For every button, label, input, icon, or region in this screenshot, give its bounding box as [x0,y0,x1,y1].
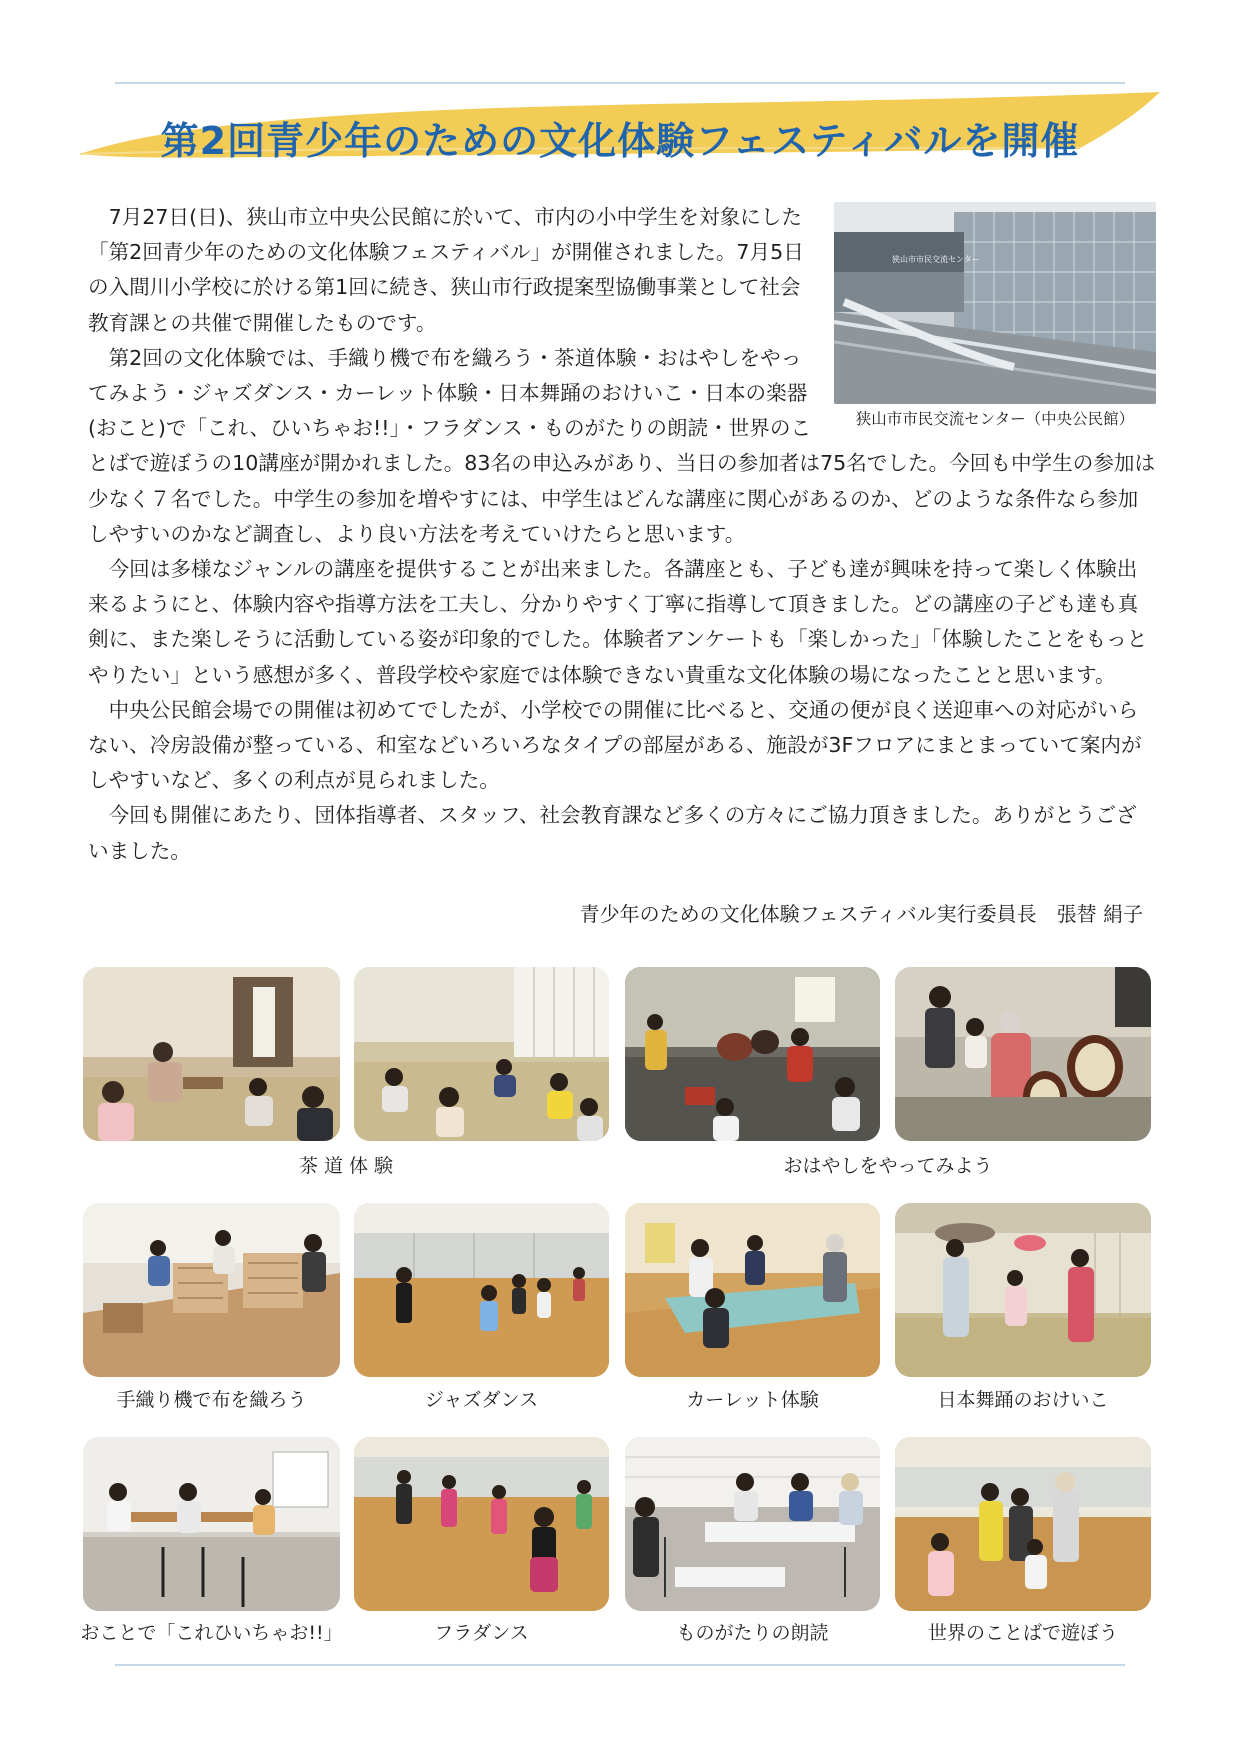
photo-japanese-dance [895,1203,1151,1377]
photo-world-languages [895,1437,1151,1611]
photo-koto [83,1437,340,1611]
caption-hula-dance: フラダンス [434,1622,529,1644]
photo-weaving [83,1203,340,1377]
caption-world-languages: 世界のことばで遊ぼう [927,1622,1118,1644]
building-photo-caption: 狭山市市民交流センター（中央公民館） [855,410,1135,428]
photo-jazz-dance [354,1203,609,1377]
caption-tea-ceremony: 茶 道 体 験 [298,1155,394,1177]
top-divider [115,82,1125,84]
photo-tea-ceremony-2 [354,967,609,1141]
article-body [88,200,1156,869]
caption-jazz-dance: ジャズダンス [424,1389,539,1411]
title-banner [80,92,1160,178]
photo-ohayashi-2 [895,967,1151,1141]
photo-story-reading [625,1437,880,1611]
photo-curling [625,1203,880,1377]
photo-tea-ceremony-1 [83,967,340,1141]
building-photo-block [834,202,1156,432]
article-paragraph-1: 7月27日(日)、狭山市立中央公民館に於いて、市内の小中学生を対象にした「第2回青少年のための文化体験フェスティバル」が開催されました。7月5日の入間川小学校に於ける第1回に続き、狭山市行政提案型協働事業として社会教育課との共催で開催したものです。 [88,205,804,335]
caption-weaving: 手織り機で布を織ろう [116,1389,307,1411]
bottom-divider [115,1664,1125,1666]
article-paragraph-4: 中央公民館会場での開催は初めてでしたが、小学校での開催に比べると、交通の便が良く送迎車への対応がいらない、冷房設備が整っている、和室などいろいろなタイプの部屋がある、施設が3Fフロアにまとまっていて案内がしやすいなど、多くの利点が見られました。 [88,697,1142,793]
page-title: 第2回青少年のための文化体験フェスティバルを開催 [160,119,1080,163]
signature: 青少年のための文化体験フェスティバル実行委員長 張替 絹子 [579,902,1143,926]
caption-story-reading: ものがたりの朗読 [676,1622,829,1644]
caption-japanese-dance: 日本舞踊のおけいこ [937,1389,1109,1411]
building-sign: 狭山市市民交流センター [892,255,980,264]
photo-ohayashi-1 [625,967,880,1141]
caption-curling: カーレット体験 [686,1389,819,1411]
article-paragraph-5: 今回も開催にあたり、団体指導者、スタッフ、社会教育課など多くの方々にご協力頂きました。ありがとうございました。 [88,803,1137,863]
article-paragraph-2: 第2回の文化体験では、手織り機で布を織ろう・茶道体験・おはやしをやってみよう・ジャズダンス・カーレット体験・日本舞踊のおけいこ・日本の楽器(おこと)で「これ、ひいちゃお!!」・フラダンス・ものがたりの朗読・世界のことばで遊ぼうの10講座が開かれました。83名の申込みがあり、当日の参加者は75名でした。今回も中学生の参加は少なく７名でした。中学生の参加を増やすには、中学生はどんな講座に関心があるのか、どのような条件なら参加しやすいのかなど調査し、より良い方法を考えていけたらと思います。 [88,345,1156,546]
photo-hula-dance [354,1437,609,1611]
caption-ohayashi: おはやしをやってみよう [783,1155,993,1177]
caption-koto: おことで「これひいちゃお!!」 [80,1622,343,1644]
building-photo [834,202,1156,404]
article-paragraph-3: 今回は多様なジャンルの講座を提供することが出来ました。各講座とも、子ども達が興味を持って楽しく体験出来るようにと、体験内容や指導方法を工夫し、分かりやすく丁寧に指導して頂きました。どの講座の子ども達も真剣に、また楽しそうに活動している姿が印象的でした。体験者アンケートも「楽しかった」「体験したことをもっとやりたい」という感想が多く、普段学校や家庭では体験できない貴重な文化体験の場になったことと思います。 [88,557,1148,687]
